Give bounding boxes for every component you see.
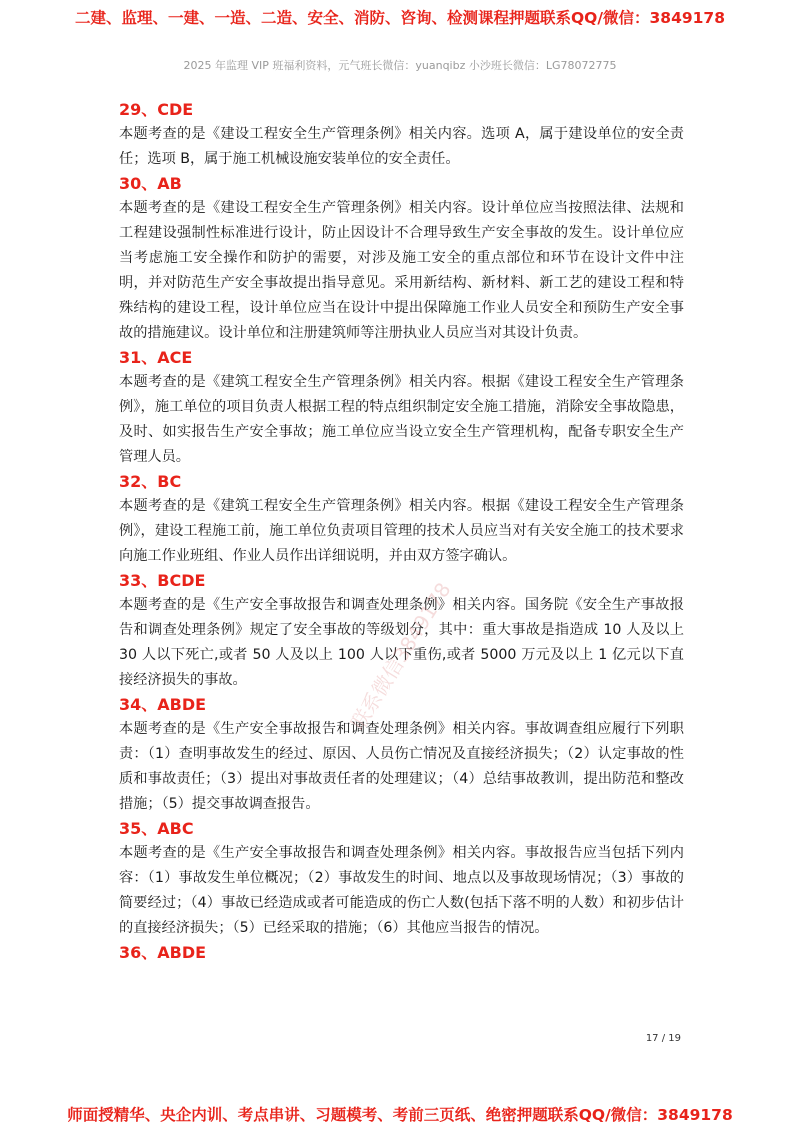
answer-label: 30、AB [119,174,182,193]
answer-label: 32、BC [119,472,182,491]
question-30 [119,172,684,346]
question-34 [119,693,684,817]
answer-explanation: 本题考查的是《建设工程安全生产管理条例》相关内容。设计单位应当按照法律、法规和工程建设强制性标准进行设计，防止因设计不合理导致生产安全事故的发生。设计单位应当考虑施工安全操作和防护的需要，对涉及施工安全的重点部位和环节在设计文件中注明，并对防范生产安全事故提出指导意见。采用新结构、新材料、新工艺的建设工程和特殊结构的建设工程，设计单位应当在设计中提出保障施工作业人员安全和预防生产安全事故的措施建议。设计单位和注册建筑师等注册执业人员应当对其设计负责。 [119,200,684,341]
diagonal-watermark: 联系微信3849178 [345,578,456,735]
question-31 [119,346,684,470]
answer-label: 29、CDE [119,100,194,119]
answer-explanation: 本题考查的是《建设工程安全生产管理条例》相关内容。选项 A，属于建设单位的安全责任；选项 B，属于施工机械设施安装单位的安全责任。 [119,126,684,167]
answer-label: 33、BCDE [119,571,206,590]
answer-explanation: 本题考查的是《生产安全事故报告和调查处理条例》相关内容。事故调查组应履行下列职责：（1）查明事故发生的经过、原因、人员伤亡情况及直接经济损失；（2）认定事故的性质和事故责任；（3）提出对事故责任者的处理建议；（4）总结事故教训，提出防范和整改措施；（5）提交事故调查报告。 [119,721,684,812]
answer-explanations [119,98,684,965]
answer-explanation: 本题考查的是《生产安全事故报告和调查处理条例》相关内容。国务院《安全生产事故报告和调查处理条例》规定了安全事故的等级划分，其中：重大事故是指造成 10 人及以上 30 人以下死亡,或者 50 人及以上 100 人以下重伤,或者 5000 万元及以上 1 亿元以下直接经济损失的事故。 [119,597,684,688]
question-29 [119,98,684,172]
page-number: 17 / 19 [645,1033,681,1044]
bottom-banner: 师面授精华、央企内训、考点串讲、习题模考、考前三页纸、绝密押题联系QQ/微信：3849178 [67,1106,733,1124]
page-subtitle: 2025 年监理 VIP 班福利资料，元气班长微信：yuanqibz 小沙班长微信：LG78072775 [183,59,617,72]
question-32 [119,470,684,569]
question-33 [119,569,684,693]
question-35 [119,817,684,941]
answer-label: 36、ABDE [119,943,207,962]
answer-explanation: 本题考查的是《建筑工程安全生产管理条例》相关内容。根据《建设工程安全生产管理条例》，建设工程施工前，施工单位负责项目管理的技术人员应当对有关安全施工的技术要求向施工作业班组、作业人员作出详细说明，并由双方签字确认。 [119,498,684,564]
answer-label: 34、ABDE [119,695,207,714]
answer-explanation: 本题考查的是《建筑工程安全生产管理条例》相关内容。根据《建设工程安全生产管理条例》，施工单位的项目负责人根据工程的特点组织制定安全施工措施，消除安全事故隐患，及时、如实报告生产安全事故；施工单位应当设立安全生产管理机构，配备专职安全生产管理人员。 [119,374,684,465]
question-36 [119,941,684,965]
answer-explanation: 本题考查的是《生产安全事故报告和调查处理条例》相关内容。事故报告应当包括下列内容：（1）事故发生单位概况；（2）事故发生的时间、地点以及事故现场情况；（3）事故的简要经过；（4）事故已经造成或者可能造成的伤亡人数(包括下落不明的人数）和初步估计的直接经济损失；（5）已经采取的措施；（6）其他应当报告的情况。 [119,845,684,936]
answer-label: 35、ABC [119,819,194,838]
top-banner: 二建、监理、一建、一造、二造、安全、消防、咨询、检测课程押题联系QQ/微信：3849178 [74,9,725,27]
answer-label: 31、ACE [119,348,193,367]
